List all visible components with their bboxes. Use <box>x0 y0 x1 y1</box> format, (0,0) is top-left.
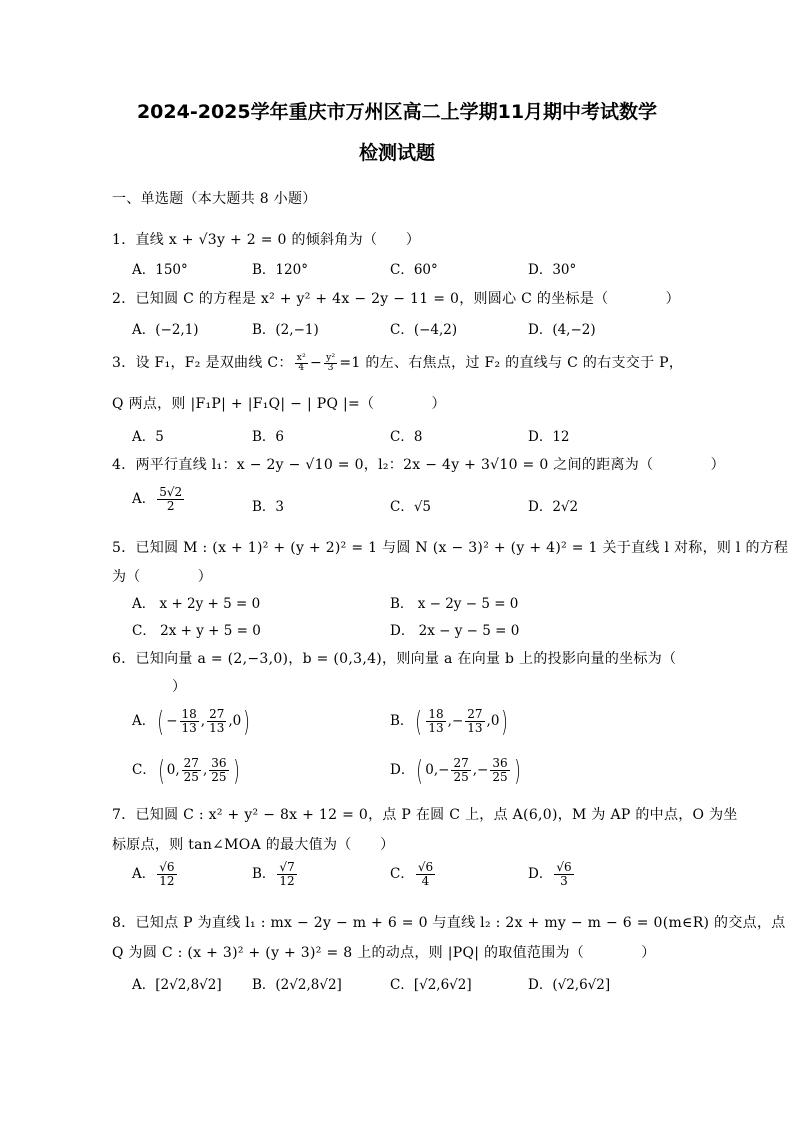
q7-option-b: B． $\frac{√7}{12}$ <box>252 860 295 888</box>
question-3-line-2: Q 两点，则 |F₁P| + |F₁Q| − | PQ |=（ ） <box>112 396 446 412</box>
question-8: 8．已知点 P 为直线 l₁ : mx − 2y − m + 6 = 0 与直线 l₂ : 2x + my − m − 6 = 0(m∈R) 的交点，点 <box>112 915 786 931</box>
q1-option-b: B．120° <box>252 262 308 278</box>
q6-option-a: A．( − $\frac{18}{13}$ , $\frac{27}{13}$ ,0) <box>132 705 250 738</box>
q8-option-d: D．(√2,6√2] <box>528 977 611 993</box>
q6-option-b: B．( $\frac{18}{13}$ ,− $\frac{27}{13}$ ,0) <box>390 705 509 738</box>
q1-option-d: D．30° <box>528 262 577 278</box>
q6-option-d: D．( 0,− $\frac{27}{25}$ ,− $\frac{36}{25}$ ) <box>390 754 521 787</box>
q5-option-a: A． x + 2y + 5 = 0 <box>132 596 261 612</box>
q2-option-d: D．(4,−2) <box>528 322 596 338</box>
question-1: 1．直线 x + √3y + 2 = 0 的倾斜角为（ ） <box>112 232 421 248</box>
q3-stem-b: =1 的左、右焦点，过 F₂ 的直线与 C 的右支交于 P， <box>339 355 684 371</box>
q2-option-c: C．(−4,2) <box>390 322 458 338</box>
q3-stem-a: 3．设 F₁，F₂ 是双曲线 C： <box>112 355 293 371</box>
q3-option-a: A．5 <box>132 429 164 445</box>
q3-fraction-1: $\frac{\text{x²}}{4}$ <box>296 352 307 373</box>
title-line-2: 检测试题 <box>358 142 435 164</box>
q8-option-a: A．[2√2,8√2] <box>132 977 222 993</box>
question-2: 2．已知圆 C 的方程是 x² + y² + 4x − 2y − 11 = 0，则圆心 C 的坐标是（ ） <box>112 291 680 307</box>
q3-fraction-2: $\frac{\text{y²}}{3}$ <box>326 352 336 373</box>
q2-option-b: B．(2,−1) <box>252 322 319 338</box>
q4-option-a-fraction: $\frac{5√2}{2}$ <box>159 485 183 513</box>
title-line-1: 2024-2025学年重庆市万州区高二上学期11月期中考试数学 <box>136 101 658 123</box>
q6-option-c: C．( 0, $\frac{27}{25}$ , $\frac{36}{25}$ ) <box>132 754 240 787</box>
q2-option-a: A．(−2,1) <box>132 322 199 338</box>
q4-option-d: D．2√2 <box>528 499 579 515</box>
question-8-line-2: Q 为圆 C : (x + 3)² + (y + 3)² = 8 上的动点，则 |PQ| 的取值范围为（ ） <box>112 945 656 961</box>
question-5-line-2: 为（ ） <box>112 569 213 585</box>
q3-option-b: B．6 <box>252 429 285 445</box>
question-4: 4．两平行直线 l₁：x − 2y − √10 = 0，l₂：2x − 4y + 3√10 = 0 之间的距离为（ ） <box>112 457 725 473</box>
q8-option-c: C．[√2,6√2] <box>390 977 472 993</box>
question-6: 6．已知向量 a = (2,−3,0)，b = (0,3,4)，则向量 a 在向量 b 上的投影向量的坐标为（ <box>112 651 677 667</box>
q7-option-d: D． $\frac{√6}{3}$ <box>528 860 572 888</box>
q7-option-c: C． $\frac{√6}{4}$ <box>390 860 434 888</box>
question-7: 7．已知圆 C : x² + y² − 8x + 12 = 0，点 P 在圆 C 上，点 A(6,0)，M 为 AP 的中点，O 为坐 <box>112 807 738 823</box>
q3-option-d: D．12 <box>528 429 570 445</box>
section-heading: 一、单选题（本大题共 8 小题） <box>112 191 317 207</box>
question-7-line-2: 标原点，则 tan∠MOA 的最大值为（ ） <box>112 837 395 853</box>
q5-option-d: D． 2x − y − 5 = 0 <box>390 623 520 639</box>
question-5: 5．已知圆 M : (x + 1)² + (y + 2)² = 1 与圆 N (x − 3)² + (y + 4)² = 1 关于直线 l 对称，则 l 的方程 <box>112 540 789 556</box>
q7-option-a: A． $\frac{√6}{12}$ <box>132 860 175 888</box>
q3-option-c: C．8 <box>390 429 423 445</box>
q1-option-c: C．60° <box>390 262 438 278</box>
q5-option-c: C． 2x + y + 5 = 0 <box>132 623 261 639</box>
q4-option-a: A． $\frac{5√2}{2}$ <box>132 485 183 513</box>
question-3: 3．设 F₁，F₂ 是双曲线 C： $\frac{\text{x²}}{4}$ − $\frac{\text{y²}}{3}$ =1 的左、右焦点，过 F₂ 的直线与 C 的右支交于 P， <box>112 352 684 373</box>
q8-option-b: B．(2√2,8√2] <box>252 977 342 993</box>
question-6-line-2: ） <box>172 679 187 695</box>
q4-option-c: C．√5 <box>390 499 432 515</box>
q4-option-b: B．3 <box>252 499 285 515</box>
q1-option-a: A．150° <box>132 262 188 278</box>
q5-option-b: B． x − 2y − 5 = 0 <box>390 596 519 612</box>
